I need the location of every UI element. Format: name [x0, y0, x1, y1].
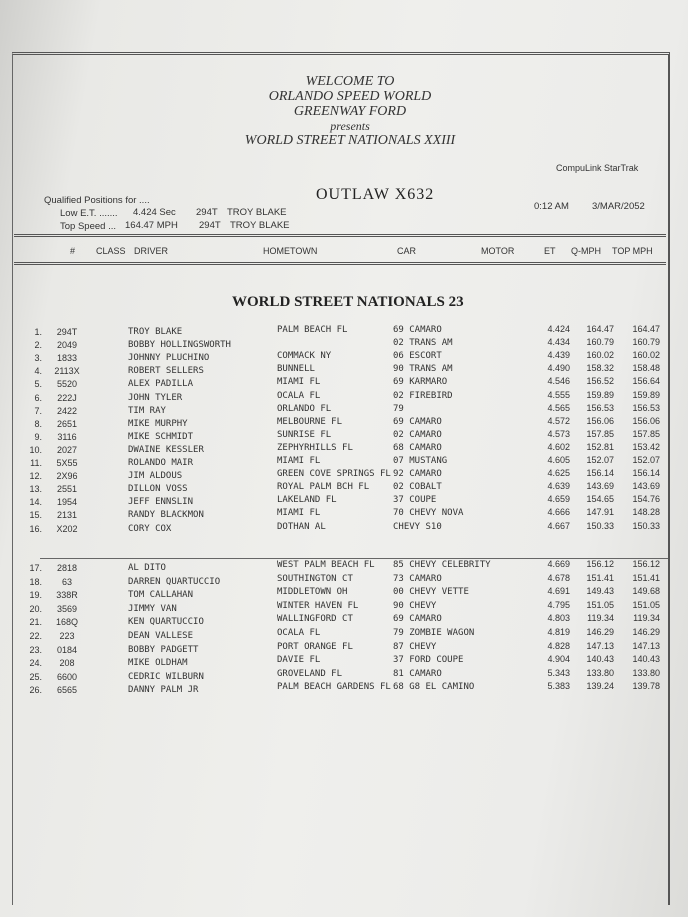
row-hometown: PALM BEACH FL [277, 325, 348, 335]
row-hometown: SUNRISE FL [277, 429, 332, 440]
row-position: 9. [34, 431, 42, 442]
row-qmph: 156.14 [586, 468, 614, 479]
row-car-number: 3116 [57, 431, 77, 442]
row-topmph: 156.14 [632, 468, 660, 479]
row-car: 68 G8 EL CAMINO [393, 682, 475, 693]
row-et: 4.424 [547, 324, 570, 334]
row-car-number: 2049 [56, 340, 78, 351]
row-position: 16. [29, 523, 42, 534]
row-driver: DARREN QUARTUCCIO [128, 576, 221, 587]
row-car-number: 6600 [56, 671, 78, 682]
row-driver: DILLON VOSS [128, 484, 188, 495]
welcome-line-3: GREENWAY FORD [293, 104, 407, 119]
row-hometown: GROVELAND FL [277, 668, 343, 679]
col-car: CAR [397, 246, 417, 256]
row-driver: DWAINE KESSLER [128, 444, 204, 455]
row-driver: DEAN VALLESE [128, 631, 194, 641]
row-car-number: 294T [56, 327, 78, 337]
row-qmph: 159.89 [586, 389, 614, 400]
row-et: 4.546 [547, 376, 570, 387]
row-et: 4.625 [547, 468, 570, 479]
row-topmph: 156.53 [632, 402, 660, 413]
row-et: 4.691 [547, 586, 570, 597]
row-driver: JIM ALDOUS [128, 471, 183, 482]
row-qmph: 133.80 [586, 667, 614, 678]
qualified-label: Qualified Positions for .... [44, 195, 150, 206]
class-title: OUTLAW X632 [316, 186, 435, 203]
top-speed-car: 294T [199, 220, 221, 231]
row-driver: AL DITO [128, 563, 166, 573]
row-qmph: 156.52 [586, 376, 614, 387]
col-hometown: HOMETOWN [263, 246, 318, 256]
row-car-number: 6565 [56, 685, 78, 696]
row-qmph: 160.79 [586, 337, 614, 348]
row-car-number: 5X55 [56, 458, 78, 468]
row-qmph: 164.47 [586, 324, 614, 334]
row-hometown: GREEN COVE SPRINGS FL [277, 469, 391, 480]
row-position: 2. [34, 340, 42, 351]
row-topmph: 154.76 [632, 494, 660, 505]
row-car-number: 0184 [56, 644, 78, 655]
row-car: CHEVY S10 [393, 521, 442, 532]
row-qmph: 149.43 [586, 586, 614, 597]
row-et: 4.678 [547, 572, 570, 583]
row-topmph: 156.06 [632, 415, 660, 426]
row-car: 70 CHEVY NOVA [393, 508, 464, 519]
row-car-number: 338R [56, 590, 78, 601]
row-car: 69 CAMARO [393, 416, 442, 427]
row-hometown: WEST PALM BEACH FL [277, 560, 375, 570]
row-et: 4.667 [547, 520, 570, 531]
row-driver: ROLANDO MAIR [128, 458, 194, 468]
row-driver: JIMMY VAN [128, 603, 177, 614]
row-car-number: 2131 [56, 510, 78, 521]
top-speed-label: Top Speed ... [60, 221, 116, 232]
row-driver: DANNY PALM JR [128, 685, 199, 696]
row-position: 13. [29, 484, 42, 495]
row-position: 20. [29, 603, 42, 614]
row-position: 25. [29, 671, 42, 682]
row-driver: JOHNNY PLUCHINO [128, 353, 210, 364]
col-driver: DRIVER [134, 246, 169, 256]
row-et: 4.819 [547, 627, 570, 637]
row-position: 10. [29, 444, 42, 455]
row-car-number: 2551 [56, 484, 78, 495]
row-car-number: 2818 [56, 563, 78, 573]
row-car: 02 TRANS AM [393, 338, 453, 349]
row-et: 4.659 [547, 494, 570, 505]
row-topmph: 143.69 [632, 481, 660, 492]
col-et: ET [544, 246, 556, 256]
event-title: WORLD STREET NATIONALS XXIII [244, 133, 456, 148]
row-position: 15. [29, 510, 42, 521]
row-car-number: 1833 [56, 353, 78, 364]
row-topmph: 140.43 [632, 654, 660, 665]
low-et-label: Low E.T. ....... [60, 208, 118, 219]
row-hometown: WINTER HAVEN FL [277, 600, 359, 611]
row-position: 3. [34, 353, 42, 364]
table-row [0, 681, 688, 698]
row-car: 79 [393, 403, 404, 414]
row-qmph: 151.41 [586, 572, 614, 583]
row-hometown: BUNNELL [277, 364, 315, 375]
row-car: 68 CAMARO [393, 442, 442, 453]
row-qmph: 147.91 [586, 507, 614, 518]
row-qmph: 140.43 [586, 654, 614, 665]
report-date: 3/MAR/2052 [592, 201, 645, 212]
row-car: 90 TRANS AM [393, 364, 453, 375]
row-car: 73 CAMARO [393, 573, 442, 584]
col-class: CLASS [96, 246, 126, 256]
row-car-number: 2113X [54, 366, 80, 377]
row-qmph: 158.32 [586, 363, 614, 374]
row-et: 4.666 [547, 507, 570, 518]
row-car-number: 2027 [56, 444, 78, 455]
row-qmph: 151.05 [586, 599, 614, 610]
row-et: 4.555 [547, 389, 570, 400]
row-et: 4.490 [547, 363, 570, 374]
row-hometown: DAVIE FL [277, 655, 321, 666]
welcome-line-2: ORLANDO SPEED WORLD [268, 89, 432, 104]
welcome-line-1: WELCOME TO [305, 74, 395, 89]
row-topmph: 152.07 [632, 455, 660, 465]
row-topmph: 146.29 [632, 627, 660, 637]
row-et: 4.605 [547, 455, 570, 465]
col-qmph: Q-MPH [571, 246, 601, 256]
row-car-number: 63 [61, 576, 72, 587]
welcome-line-4: presents [330, 119, 370, 133]
row-qmph: 156.12 [586, 559, 614, 569]
row-car: 81 CAMARO [393, 668, 442, 679]
report-time: 0:12 AM [534, 201, 569, 212]
row-driver: ROBERT SELLERS [128, 366, 204, 377]
row-topmph: 158.48 [632, 363, 660, 374]
table-row [0, 520, 688, 537]
col-topmph: TOP MPH [612, 246, 653, 256]
row-hometown: LAKELAND FL [277, 495, 337, 506]
row-qmph: 143.69 [586, 481, 614, 492]
row-driver: JEFF ENNSLIN [128, 497, 194, 508]
row-car: 79 ZOMBIE WAGON [393, 628, 475, 638]
row-car: 90 CHEVY [393, 600, 437, 611]
row-car: 02 COBALT [393, 482, 442, 493]
section-title: WORLD STREET NATIONALS 23 [232, 294, 464, 310]
row-car: 02 FIREBIRD [393, 390, 453, 401]
row-hometown: MIAMI FL [277, 508, 321, 519]
row-et: 4.669 [547, 559, 570, 569]
row-car-number: 5520 [56, 379, 78, 390]
row-et: 4.439 [547, 350, 570, 361]
row-topmph: 151.05 [632, 599, 660, 610]
row-topmph: 148.28 [632, 507, 660, 518]
row-topmph: 153.42 [632, 441, 660, 452]
row-et: 4.639 [547, 481, 570, 492]
row-hometown: ORLANDO FL [277, 403, 332, 414]
row-driver: MIKE OLDHAM [128, 658, 188, 669]
row-position: 14. [29, 497, 42, 508]
row-qmph: 154.65 [586, 494, 614, 505]
row-position: 18. [29, 576, 42, 587]
row-qmph: 150.33 [586, 520, 614, 531]
row-driver: RANDY BLACKMON [128, 510, 204, 521]
row-car: 92 CAMARO [393, 469, 442, 480]
row-topmph: 149.68 [632, 586, 660, 597]
header-rule-top [14, 234, 666, 237]
row-hometown: COMMACK NY [277, 351, 332, 362]
row-topmph: 160.02 [632, 350, 660, 361]
row-hometown: PORT ORANGE FL [277, 641, 353, 652]
row-qmph: 156.06 [586, 415, 614, 426]
row-hometown: OCALA FL [277, 390, 321, 401]
row-topmph: 160.79 [632, 337, 660, 348]
row-position: 5. [34, 379, 42, 390]
row-car-number: 168Q [55, 617, 79, 628]
low-et-value: 4.424 Sec [133, 207, 176, 218]
row-et: 4.602 [547, 441, 570, 452]
row-et: 5.343 [547, 667, 570, 678]
row-position: 6. [34, 392, 42, 403]
row-car: 07 MUSTANG [393, 456, 448, 466]
row-topmph: 156.12 [632, 559, 660, 569]
row-car-number: 2422 [56, 405, 78, 416]
row-qmph: 157.85 [586, 428, 614, 439]
row-topmph: 156.64 [632, 376, 660, 387]
row-car-number: 222J [57, 392, 77, 403]
row-driver: TIM RAY [128, 405, 166, 416]
row-position: 19. [29, 590, 42, 601]
row-driver: MIKE SCHMIDT [128, 431, 194, 442]
row-et: 4.434 [547, 337, 570, 348]
row-position: 7. [34, 405, 42, 416]
row-et: 4.828 [547, 640, 570, 651]
row-car: 69 KARMARO [393, 377, 448, 388]
row-car: 69 CAMARO [393, 614, 442, 625]
row-driver: TROY BLAKE [128, 327, 183, 337]
row-et: 4.803 [547, 613, 570, 624]
row-car-number: 2X96 [56, 471, 78, 482]
row-driver: BOBBY HOLLINGSWORTH [128, 340, 231, 351]
row-qmph: 147.13 [586, 640, 614, 651]
row-car: 37 COUPE [393, 495, 437, 506]
row-car-number: 208 [59, 658, 75, 669]
row-position: 12. [29, 471, 42, 482]
row-hometown: MIAMI FL [277, 377, 321, 388]
row-driver: MIKE MURPHY [128, 418, 188, 429]
row-hometown: MIDDLETOWN OH [277, 587, 348, 598]
row-driver: KEN QUARTUCCIO [128, 617, 204, 628]
row-car: 06 ESCORT [393, 351, 442, 362]
row-car: 00 CHEVY VETTE [393, 587, 469, 598]
row-position: 11. [30, 458, 42, 468]
row-car-number: X202 [56, 523, 78, 534]
row-et: 4.573 [547, 428, 570, 439]
row-topmph: 164.47 [632, 324, 660, 334]
row-qmph: 119.34 [587, 613, 614, 624]
row-topmph: 151.41 [632, 572, 660, 583]
row-topmph: 139.78 [632, 681, 660, 692]
row-hometown: MIAMI FL [277, 456, 321, 466]
compulink-label: CompuLink StarTrak [556, 163, 639, 173]
row-hometown: DOTHAN AL [277, 521, 326, 532]
row-car: 69 CAMARO [393, 325, 442, 335]
row-topmph: 119.34 [633, 613, 660, 624]
row-car: 02 CAMARO [393, 429, 442, 440]
header-rule-bottom [14, 262, 666, 265]
row-car: 87 CHEVY [393, 641, 437, 652]
col-num: # [70, 246, 76, 256]
row-position: 4. [34, 366, 42, 377]
row-position: 22. [29, 631, 42, 641]
row-position: 1. [34, 327, 42, 337]
row-position: 8. [34, 418, 42, 429]
row-topmph: 147.13 [632, 640, 660, 651]
row-qmph: 160.02 [586, 350, 614, 361]
row-hometown: MELBOURNE FL [277, 416, 343, 427]
row-et: 4.795 [547, 599, 570, 610]
row-car: 85 CHEVY CELEBRITY [393, 560, 491, 570]
row-car-number: 1954 [56, 497, 78, 508]
row-et: 4.572 [547, 415, 570, 426]
row-hometown: ZEPHYRHILLS FL [277, 442, 353, 453]
row-hometown: WALLINGFORD CT [277, 614, 353, 625]
row-car-number: 223 [59, 631, 75, 641]
row-qmph: 152.81 [586, 441, 614, 452]
row-qmph: 146.29 [586, 627, 614, 637]
row-position: 23. [29, 644, 42, 655]
row-car-number: 3569 [56, 603, 78, 614]
row-driver: CEDRIC WILBURN [128, 671, 204, 682]
row-qmph: 152.07 [586, 455, 614, 465]
row-et: 5.383 [547, 681, 570, 692]
row-topmph: 150.33 [632, 520, 660, 531]
row-qmph: 156.53 [586, 402, 614, 413]
row-topmph: 159.89 [632, 389, 660, 400]
row-et: 4.904 [547, 654, 570, 665]
row-hometown: SOUTHINGTON CT [277, 573, 353, 584]
col-motor: MOTOR [481, 246, 515, 256]
row-driver: BOBBY PADGETT [128, 644, 199, 655]
top-speed-value: 164.47 MPH [125, 220, 178, 231]
low-et-driver: TROY BLAKE [227, 207, 287, 218]
row-position: 24. [29, 658, 42, 669]
row-et: 4.565 [547, 402, 570, 413]
row-position: 21. [29, 617, 42, 628]
row-position: 17. [29, 563, 42, 573]
row-hometown: ROYAL PALM BCH FL [277, 482, 370, 493]
row-driver: ALEX PADILLA [128, 379, 194, 390]
row-topmph: 157.85 [632, 428, 660, 439]
row-qmph: 139.24 [586, 681, 614, 692]
row-car-number: 2651 [56, 418, 78, 429]
row-driver: JOHN TYLER [128, 392, 183, 403]
row-hometown: OCALA FL [277, 628, 321, 638]
row-car: 37 FORD COUPE [393, 655, 464, 666]
top-speed-driver: TROY BLAKE [230, 220, 290, 231]
results-divider [40, 558, 668, 559]
row-hometown: PALM BEACH GARDENS FL [277, 682, 391, 693]
low-et-car: 294T [196, 207, 218, 218]
row-driver: TOM CALLAHAN [128, 590, 194, 601]
row-driver: CORY COX [128, 523, 172, 534]
row-position: 26. [29, 685, 42, 696]
row-topmph: 133.80 [632, 667, 660, 678]
